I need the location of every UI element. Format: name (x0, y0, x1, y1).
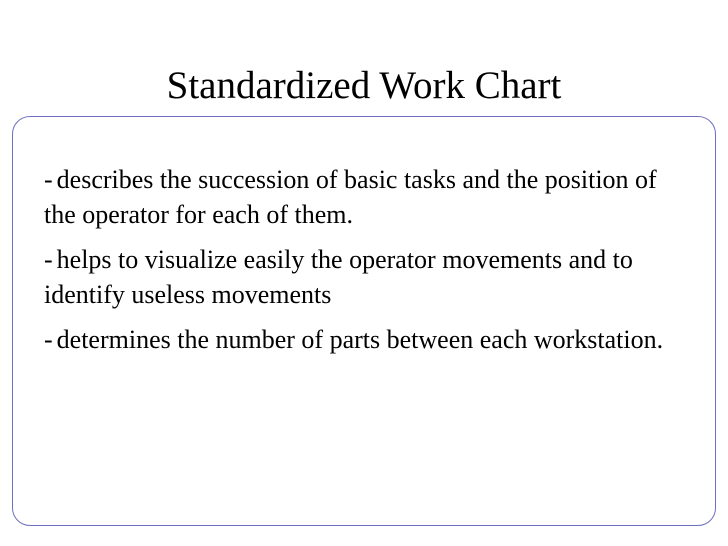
slide-title (0, 62, 728, 110)
slide-title-text: Standardized Work Chart (166, 64, 562, 107)
bullet-dash: - (44, 325, 53, 354)
bullet-dash: - (44, 165, 53, 194)
bullet-text: describes the succession of basic tasks and the position of the operator for each of them. (44, 165, 657, 229)
bullet-item-visualize (44, 242, 694, 312)
bullet-text: helps to visualize easily the operator movements and to identify useless movements (44, 245, 633, 309)
bullet-list (44, 162, 694, 367)
bullet-dash: - (44, 245, 53, 274)
bullet-item-parts (44, 322, 694, 357)
bullet-item-succession (44, 162, 694, 232)
bullet-text: determines the number of parts between each workstation. (56, 325, 664, 354)
